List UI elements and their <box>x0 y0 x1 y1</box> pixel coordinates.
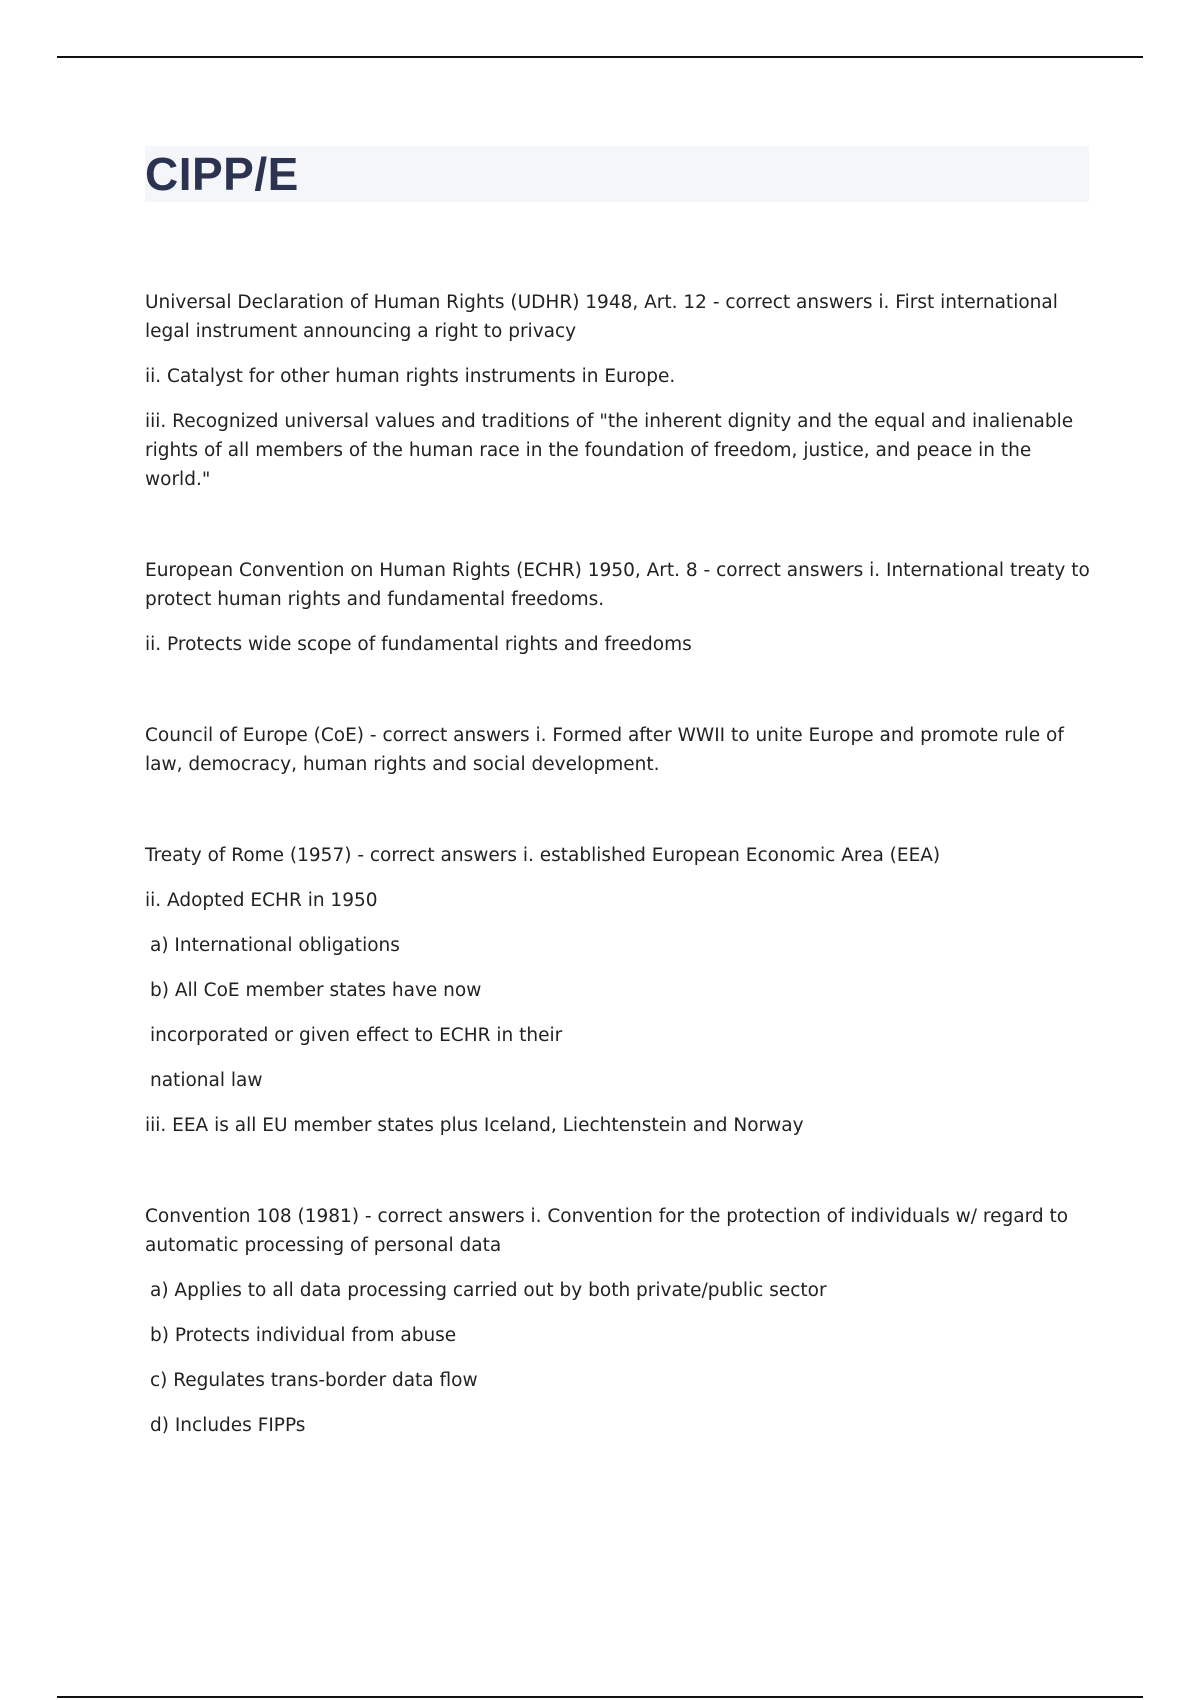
paragraph: iii. EEA is all EU member states plus Iceland, Liechtenstein and Norway <box>145 1115 804 1136</box>
top-rule <box>57 56 1143 58</box>
document-body <box>145 288 1095 1502</box>
paragraph: ii. Adopted ECHR in 1950 <box>145 890 378 911</box>
paragraph: national law <box>150 1070 263 1091</box>
paragraph: European Convention on Human Rights (ECHR) 1950, Art. 8 - correct answers i. International treaty to protect human rights and fundamental freedoms. <box>145 560 1090 610</box>
entry-udhr <box>145 288 1095 494</box>
paragraph: ii. Catalyst for other human rights instruments in Europe. <box>145 366 676 387</box>
page-title: CIPP/E <box>145 148 299 200</box>
paragraph: Treaty of Rome (1957) - correct answers i. established European Economic Area (EEA) <box>145 845 941 866</box>
paragraph: a) Applies to all data processing carried out by both private/public sector <box>150 1280 827 1301</box>
entry-convention-108 <box>145 1202 1095 1440</box>
paragraph: b) All CoE member states have now <box>150 980 482 1001</box>
entry-echr <box>145 556 1095 659</box>
entry-treaty-of-rome <box>145 841 1095 1140</box>
title-band <box>145 146 1089 202</box>
paragraph: iii. Recognized universal values and traditions of "the inherent dignity and the equal and inalienable rights of all members of the human race in the foundation of freedom, justice, and peace in the world." <box>145 411 1074 490</box>
paragraph: incorporated or given effect to ECHR in their <box>150 1025 563 1046</box>
bottom-rule <box>57 1696 1143 1698</box>
paragraph: Council of Europe (CoE) - correct answers i. Formed after WWII to unite Europe and promote rule of law, democracy, human rights and social development. <box>145 725 1064 775</box>
paragraph: a) International obligations <box>150 935 400 956</box>
paragraph: d) Includes FIPPs <box>150 1415 306 1436</box>
paragraph: Convention 108 (1981) - correct answers i. Convention for the protection of individuals w/ regard to automatic processing of personal data <box>145 1206 1069 1256</box>
paragraph: ii. Protects wide scope of fundamental rights and freedoms <box>145 634 692 655</box>
entry-coe <box>145 721 1095 779</box>
paragraph: c) Regulates trans-border data flow <box>150 1370 478 1391</box>
paragraph: Universal Declaration of Human Rights (UDHR) 1948, Art. 12 - correct answers i. First international legal instrument announcing a right to privacy <box>145 292 1058 342</box>
paragraph: b) Protects individual from abuse <box>150 1325 457 1346</box>
